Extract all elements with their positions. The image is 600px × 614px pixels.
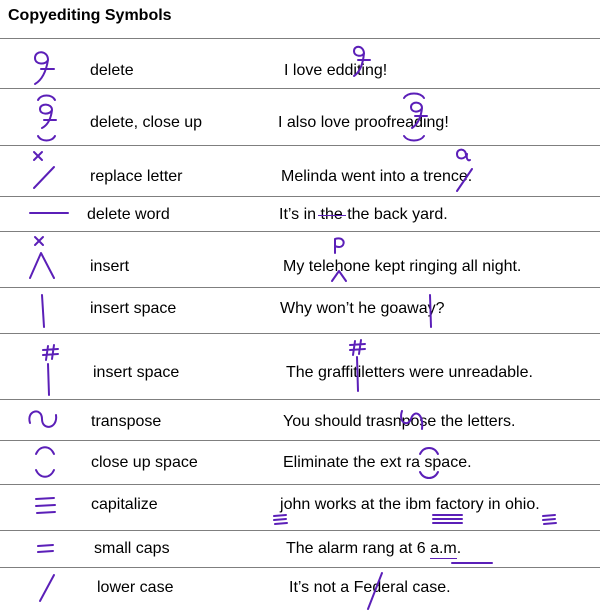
symbol-row: [0, 333, 600, 399]
space-divider-overlay: [421, 291, 441, 331]
double-underline-icon: [8, 530, 68, 567]
page-title: Copyediting Symbols: [8, 7, 172, 24]
symbol-label: insert space: [90, 300, 177, 317]
symbol-label: insert: [90, 258, 130, 275]
delete-close-up-mark-icon: [8, 88, 68, 145]
delete-word-line-icon: [8, 196, 68, 231]
transpose-overlay: [392, 401, 432, 439]
symbol-row: [0, 231, 600, 287]
example-sentence: Melinda went into a trence.: [281, 168, 473, 185]
symbol-row: [0, 440, 600, 484]
symbol-row: [0, 530, 600, 567]
slash-mark-icon: [8, 567, 68, 614]
symbol-label: close up space: [91, 454, 198, 471]
symbol-row: [0, 567, 600, 614]
example-sentence: john works at the ibm factory in ohio.: [280, 496, 540, 513]
insert-caret-overlay: [326, 233, 356, 285]
symbol-row: [0, 196, 600, 231]
close-up-overlay: [414, 442, 444, 484]
small-caps-overlay: [450, 530, 500, 567]
symbol-label: delete, close up: [90, 114, 203, 131]
transpose-loop-icon: [8, 399, 68, 440]
example-sentence: It’s in the the back yard.: [279, 206, 448, 223]
symbol-row: [0, 88, 600, 145]
symbol-label: lower case: [97, 579, 174, 596]
symbol-row: [0, 287, 600, 333]
lowercase-slash-overlay: [362, 567, 392, 614]
example-sentence: I love edditing!: [284, 62, 388, 79]
insert-space-mark-icon: [8, 287, 68, 333]
symbol-label: delete word: [87, 206, 170, 223]
example-sentence: I also love proofreading!: [278, 114, 449, 131]
example-sentence: The alarm rang at 6 a.m.: [286, 540, 462, 557]
space-hash-overlay: [344, 335, 374, 397]
delete-close-up-overlay: [396, 88, 440, 144]
example-sentence: The graffitiletters were unreadable.: [286, 364, 533, 381]
replace-mark-icon: [8, 145, 68, 196]
small-caps-text: a.m: [430, 540, 457, 557]
struck-word: the: [320, 206, 343, 223]
symbol-label: insert space: [93, 364, 180, 381]
symbol-row: [0, 399, 600, 440]
example-sentence: Why won’t he goaway?: [280, 300, 445, 317]
symbol-label: replace letter: [90, 168, 183, 185]
symbol-label: transpose: [91, 413, 162, 430]
example-sentence: My telehone kept ringing all night.: [283, 258, 522, 275]
replace-overlay: [445, 143, 485, 195]
symbol-label: small caps: [94, 540, 170, 557]
delete-mark-icon: [8, 38, 68, 88]
delete-mark-overlay: [342, 42, 382, 82]
symbol-row: [0, 38, 600, 88]
example-sentence: Eliminate the ext ra space.: [283, 454, 472, 471]
symbol-label: delete: [90, 62, 134, 79]
caret-insert-mark-icon: [8, 231, 68, 287]
space-hash-mark-icon: [8, 333, 68, 399]
symbol-row: [0, 145, 600, 196]
example-sentence: You should trasnpose the letters.: [283, 413, 516, 430]
close-up-arcs-icon: [8, 440, 68, 484]
symbol-label: capitalize: [91, 496, 158, 513]
example-sentence: It’s not a Federal case.: [289, 579, 451, 596]
symbol-row: [0, 484, 600, 530]
capitalize-overlay-marks: [0, 484, 600, 530]
